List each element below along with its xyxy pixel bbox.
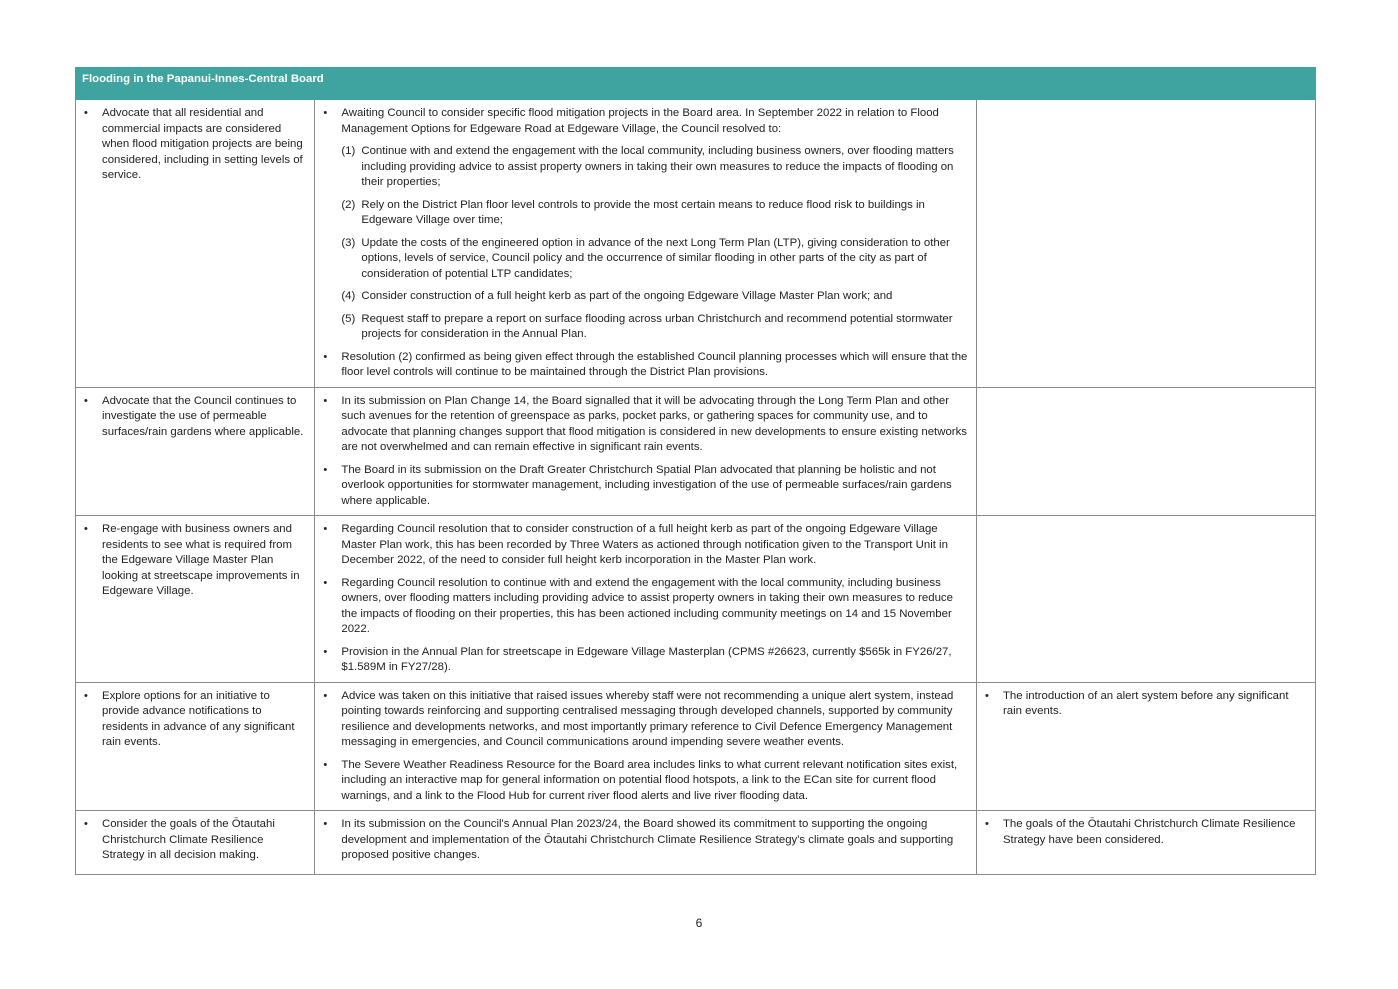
table-title: Flooding in the Papanui-Innes-Central Board <box>76 68 1316 100</box>
advocacy-cell <box>76 682 315 811</box>
advocacy-cell <box>76 387 315 516</box>
advocacy-cell <box>76 516 315 683</box>
outcome-cell <box>976 100 1315 388</box>
outcome-cell <box>976 387 1315 516</box>
progress-intro: Awaiting Council to consider specific flood mitigation projects in the Board area. In September 2022 in relation to Flood Management Options for Edgeware Road at Edgeware Village, the Council resolved to: <box>341 107 939 135</box>
outcome-cell <box>976 811 1315 875</box>
progress-cell <box>315 682 977 811</box>
outcome-item: • The goals of the Ōtautahi Christchurch Climate Resilience Strategy have been considered. <box>1003 817 1309 848</box>
progress-cell <box>315 387 977 516</box>
progress-item: • Resolution (2) confirmed as being given effect through the established Council planning processes which will ensure that the floor level controls will continue to be maintained through the District Plan provisions. <box>341 350 970 381</box>
progress-cell <box>315 516 977 683</box>
advocacy-item: • Advocate that the Council continues to investigate the use of permeable surfaces/rain gardens where applicable. <box>102 394 308 441</box>
advocacy-item: • Advocate that all residential and commercial impacts are considered when flood mitigation projects are being considered, including in setting levels of service. <box>102 106 308 184</box>
progress-item <box>341 106 970 343</box>
table-row <box>76 387 1316 516</box>
flooding-table <box>75 67 1316 875</box>
progress-item: • Provision in the Annual Plan for streetscape in Edgeware Village Masterplan (CPMS #26623, currently $565k in FY26/27, $1.589M in FY27/28). <box>341 645 970 676</box>
progress-item: • Regarding Council resolution that to consider construction of a full height kerb as part of the ongoing Edgeware Village Master Plan work, this has been recorded by Three Waters as actioned through notification given to the Transport Unit in December 2022, of the need to consider full height kerb incorporation in the Master Plan work. <box>341 522 970 569</box>
progress-item: • In its submission on Plan Change 14, the Board signalled that it will be advocating through the Long Term Plan and other such avenues for the retention of greenspace as parks, pocket parks, or gathering spaces for community use, and to advocate that planning changes support that flood mitigation is considered in new developments to ensure existing networks are not overwhelmed and can remain effective in significant rain events. <box>341 394 970 456</box>
progress-cell <box>315 100 977 388</box>
resolution-list <box>341 144 970 343</box>
resolution-item: (3) Update the costs of the engineered option in advance of the next Long Term Plan (LTP), giving consideration to other options, levels of service, Council policy and the occurrence of similar flooding in other parts of the city as part of consideration of potential LTP candidates; <box>341 236 950 280</box>
table-row <box>76 100 1316 388</box>
advocacy-item: • Consider the goals of the Ōtautahi Christchurch Climate Resilience Strategy in all decision making. <box>102 817 308 864</box>
outcome-cell <box>976 682 1315 811</box>
progress-item: • The Severe Weather Readiness Resource for the Board area includes links to what current relevant notification sites exist, including an interactive map for general information on potential flood hotspots, a link to the ECan site for current flood warnings, and a link to the Flood Hub for current river flood alerts and live river flooding data. <box>341 758 970 805</box>
resolution-item: (2) Rely on the District Plan floor level controls to provide the most certain means to reduce flood risk to buildings in Edgeware Village over time; <box>341 198 925 226</box>
progress-item: • Regarding Council resolution to continue with and extend the engagement with the local community, including business owners, over flooding matters including providing advice to assist property owners in taking their own measures to reduce the impacts of flooding on their properties, this has been actioned including community meetings on 14 and 15 November 2022. <box>341 576 970 638</box>
resolution-item: (1) Continue with and extend the engagement with the local community, including business owners, over flooding matters including providing advice to assist property owners in taking their own measures to reduce the impacts of flooding on their properties; <box>341 145 954 188</box>
advocacy-item: • Explore options for an initiative to provide advance notifications to residents in advance of any significant rain events. <box>102 689 308 751</box>
outcome-cell <box>976 516 1315 683</box>
progress-item: • In its submission on the Council's Annual Plan 2023/24, the Board showed its commitment to supporting the ongoing development and implementation of the Ōtautahi Christchurch Climate Resilience Strategy's climate goals and supporting proposed positive changes. <box>341 817 970 864</box>
document-page <box>75 67 1316 875</box>
progress-item: • Advice was taken on this initiative that raised issues whereby staff were not recommending a unique alert system, instead pointing towards reinforcing and supporting centralised messaging through developed channels, supported by community resilience and developments networks, and most importantly primary reference to Civil Defence Emergency Management messaging in emergencies, and Council communications around impending severe weather events. <box>341 689 970 751</box>
resolution-item: (5) Request staff to prepare a report on surface flooding across urban Christchurch and recommend potential stormwater projects for consideration in the Annual Plan. <box>341 312 953 340</box>
resolution-item: (4) Consider construction of a full height kerb as part of the ongoing Edgeware Village Master Plan work; and <box>341 290 893 302</box>
progress-cell <box>315 811 977 875</box>
outcome-item: • The introduction of an alert system before any significant rain events. <box>1003 689 1309 720</box>
table-row <box>76 682 1316 811</box>
table-row <box>76 516 1316 683</box>
table-header-row <box>76 68 1316 100</box>
table-row <box>76 811 1316 875</box>
progress-item: • The Board in its submission on the Draft Greater Christchurch Spatial Plan advocated that planning be holistic and not overlook opportunities for stormwater management, including investigation of the use of permeable surfaces/rain gardens where applicable. <box>341 463 970 510</box>
advocacy-cell <box>76 100 315 388</box>
advocacy-item: • Re-engage with business owners and residents to see what is required from the Edgeware Village Master Plan looking at streetscape improvements in Edgeware Village. <box>102 522 308 600</box>
page-number: 6 <box>695 916 703 930</box>
advocacy-cell <box>76 811 315 875</box>
